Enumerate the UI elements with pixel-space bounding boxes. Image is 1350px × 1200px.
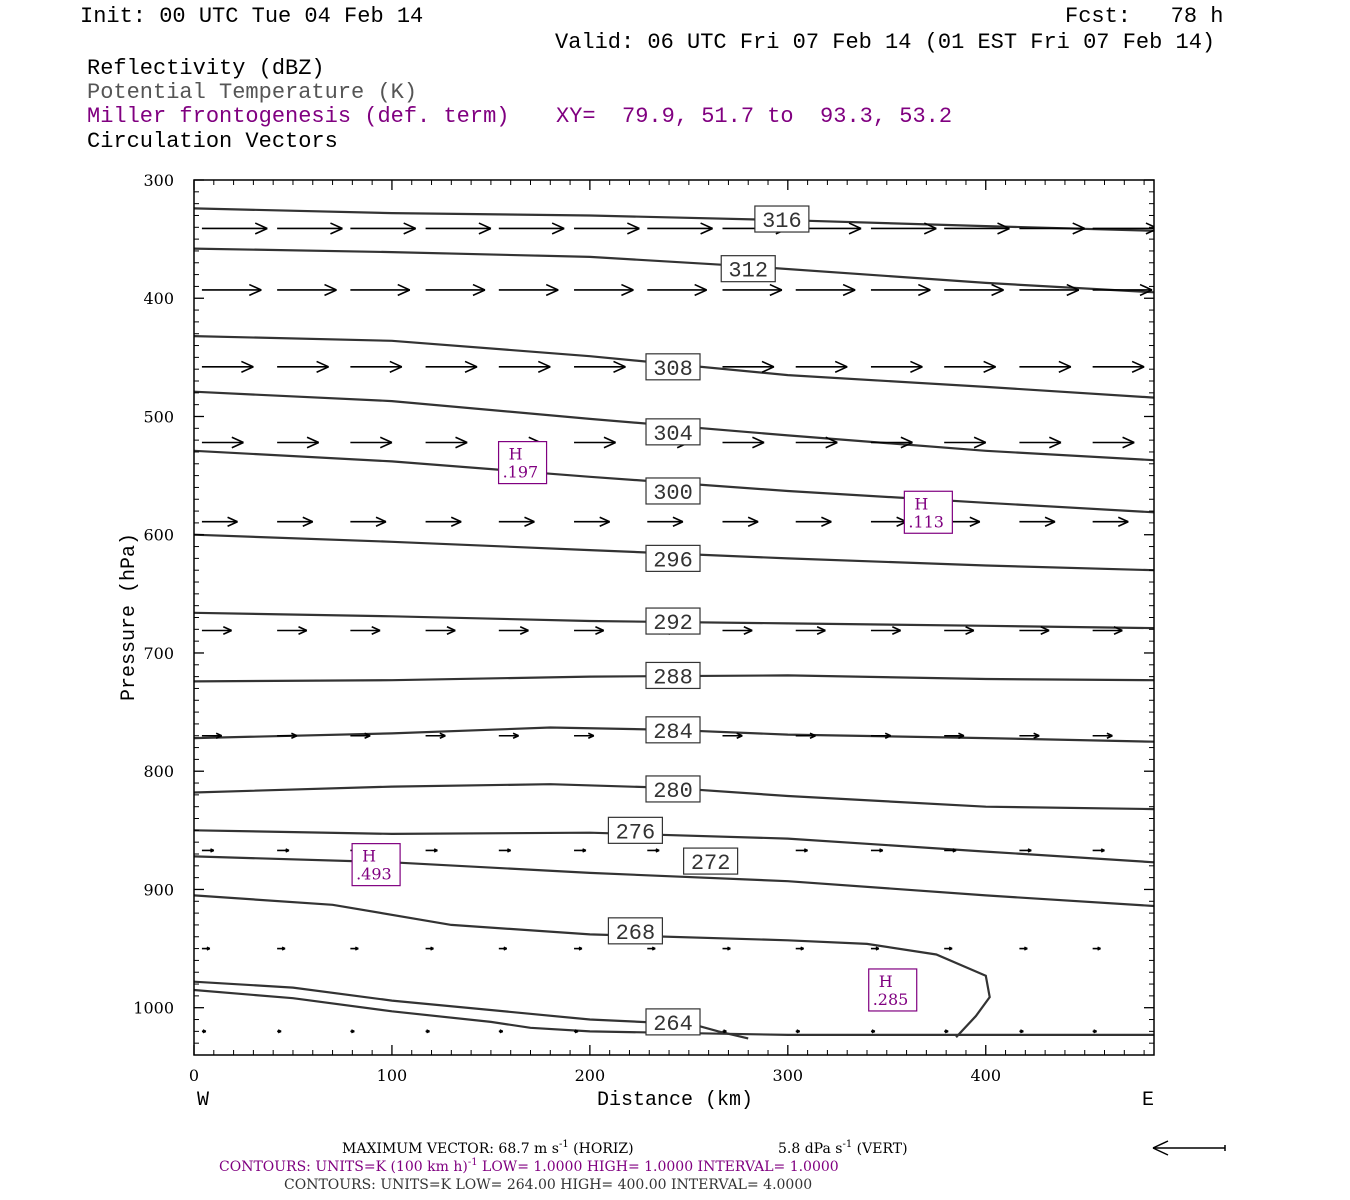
high-value: .197	[502, 462, 539, 482]
frontogenesis-high	[904, 491, 952, 533]
contours-frontogenesis-info: CONTOURS: UNITS=K (100 km h)$^{-1}$ LOW= 1.0000 HIGH= 1.0000 INTERVAL= 1.0000	[219, 1157, 839, 1175]
contour-label	[646, 1009, 700, 1037]
circulation-vector	[202, 947, 210, 950]
circulation-vector	[499, 223, 564, 234]
circulation-vector	[499, 947, 507, 950]
circulation-vector	[499, 361, 550, 372]
circulation-vector	[1019, 627, 1049, 634]
contour-label	[646, 419, 700, 447]
circulation-vector	[574, 849, 586, 852]
field-potential-temperature: Potential Temperature (K)	[87, 80, 418, 105]
frontogenesis-high	[352, 844, 400, 886]
circulation-vector	[426, 947, 434, 950]
x-tick-label: 100	[376, 1066, 408, 1085]
circulation-vector	[350, 947, 358, 950]
contour-label-text: 280	[653, 778, 693, 804]
circulation-vector	[796, 947, 804, 950]
cross-section-endpoints: XY= 79.9, 51.7 to 93.3, 53.2	[556, 104, 953, 129]
circulation-vector	[1019, 849, 1031, 852]
circulation-vector	[944, 627, 974, 634]
contour-label-text: 264	[653, 1011, 693, 1037]
forecast-hour: Fcst: 78 h	[1065, 4, 1224, 29]
circulation-vector	[202, 1030, 206, 1033]
circulation-vector	[1093, 517, 1129, 526]
contour-label-text: 268	[615, 920, 656, 946]
circulation-vector	[574, 947, 582, 950]
circulation-vector	[202, 517, 238, 526]
circulation-vector	[1093, 361, 1144, 372]
circulation-vector	[350, 1030, 354, 1033]
circulation-vector	[1093, 849, 1105, 852]
contour-label-text: 296	[653, 548, 693, 574]
y-tick-label: 700	[143, 643, 174, 663]
high-value: .285	[872, 989, 909, 1009]
circulation-vector	[202, 361, 253, 372]
footer	[219, 1139, 908, 1193]
circulation-vector	[574, 627, 604, 634]
contour-label	[646, 662, 700, 690]
axis-tick-labels	[133, 171, 1001, 1085]
circulation-vector	[202, 437, 244, 447]
high-letter: H	[508, 444, 523, 464]
circulation-vector	[871, 627, 901, 634]
contours-theta-info: CONTOURS: UNITS=K LOW= 264.00 HIGH= 400.00 INTERVAL= 4.0000	[284, 1177, 813, 1193]
circulation-vector	[944, 361, 995, 372]
contour-label	[646, 478, 700, 506]
y-tick-label: 400	[143, 289, 174, 309]
circulation-vector	[796, 849, 808, 852]
theta-contour-line	[194, 249, 1154, 293]
circulation-vector	[1093, 285, 1152, 296]
contour-label-text: 272	[690, 851, 731, 877]
y-tick-label: 900	[143, 880, 174, 900]
circulation-vector	[499, 733, 519, 738]
contour-label	[608, 918, 662, 946]
circulation-vector	[647, 849, 659, 852]
circulation-vector	[871, 733, 891, 738]
circulation-vector	[277, 285, 336, 296]
theta-contour-line	[194, 830, 1154, 862]
circulation-vector	[426, 285, 485, 296]
theta-contour-line	[194, 895, 990, 1037]
contour-label-text: 304	[653, 421, 693, 447]
circulation-vector	[871, 947, 879, 950]
circulation-vector	[426, 849, 438, 852]
circulation-vector	[574, 361, 625, 372]
circulation-vector	[426, 437, 468, 447]
circulation-vector	[1093, 947, 1101, 950]
circulation-vector	[1019, 517, 1055, 526]
circulation-vector	[796, 437, 838, 447]
circulation-vector	[796, 517, 832, 526]
circulation-vector	[426, 627, 456, 634]
high-letter: H	[878, 971, 893, 991]
circulation-vector	[722, 437, 764, 447]
circulation-vector	[574, 733, 594, 738]
circulation-vector	[1093, 1030, 1097, 1033]
max-vector-horizontal: MAXIMUM VECTOR: 68.7 m $s^{-1}$ (HORIZ)	[342, 1139, 634, 1157]
circulation-vector	[277, 1030, 281, 1033]
field-circulation-vectors: Circulation Vectors	[87, 129, 338, 154]
contour-label-text: 292	[653, 611, 693, 637]
circulation-vector	[574, 437, 616, 447]
x-tick-label: 300	[772, 1066, 804, 1085]
circulation-vector	[574, 285, 633, 296]
circulation-vector	[574, 223, 639, 234]
init-time: Init: 00 UTC Tue 04 Feb 14	[80, 4, 424, 29]
circulation-vector	[647, 947, 655, 950]
circulation-vector	[202, 223, 267, 234]
x-tick-label: 400	[970, 1066, 1002, 1085]
contour-label-text: 276	[615, 820, 656, 846]
circulation-vector	[796, 361, 847, 372]
circulation-vector	[277, 437, 319, 447]
circulation-vector	[499, 849, 511, 852]
circulation-vector	[871, 849, 883, 852]
circulation-vector	[277, 361, 328, 372]
circulation-vector	[426, 361, 477, 372]
circulation-vector	[871, 361, 922, 372]
circulation-vector	[277, 223, 342, 234]
high-value: .113	[908, 512, 944, 532]
east-label: E	[1141, 1089, 1155, 1112]
contour-label	[684, 848, 738, 876]
theta-contour-line	[194, 856, 1154, 906]
circulation-vector	[499, 285, 558, 296]
frontogenesis-high	[499, 442, 547, 484]
circulation-vector	[1019, 437, 1061, 447]
circulation-vector	[871, 285, 930, 296]
frontogenesis-high	[869, 969, 917, 1011]
circulation-vector	[350, 223, 415, 234]
circulation-vector	[796, 1030, 800, 1033]
contour-label-text: 288	[653, 665, 693, 691]
circulation-vector	[426, 223, 491, 234]
contour-label-text: 308	[653, 356, 693, 382]
circulation-vector	[574, 517, 610, 526]
circulation-vector	[1019, 1030, 1023, 1033]
contour-label-text: 300	[653, 480, 693, 506]
west-label: W	[196, 1089, 210, 1112]
valid-time: Valid: 06 UTC Fri 07 Feb 14 (01 EST Fri 07 Feb 14)	[555, 30, 1216, 55]
circulation-vector	[871, 437, 913, 447]
circulation-vector	[1019, 361, 1070, 372]
contour-label	[646, 776, 700, 804]
circulation-vector	[277, 517, 313, 526]
y-tick-label: 800	[143, 762, 174, 782]
circulation-vector	[1093, 437, 1135, 447]
circulation-vector	[426, 733, 446, 738]
y-axis-label: Pressure (hPa)	[118, 532, 141, 702]
circulation-vector	[722, 947, 730, 950]
circulation-vector	[426, 517, 462, 526]
reference-vector-arrow	[1153, 1141, 1225, 1155]
circulation-vector	[499, 627, 529, 634]
circulation-vector	[202, 285, 261, 296]
high-letter: H	[362, 846, 377, 866]
contour-label	[646, 545, 700, 573]
field-frontogenesis: Miller frontogenesis (def. term)	[87, 104, 510, 129]
max-vector-vertical: 5.8 dPa $s^{-1}$ (VERT)	[778, 1139, 908, 1157]
circulation-vector	[202, 849, 214, 852]
circulation-vector	[1019, 947, 1027, 950]
contour-label	[721, 256, 775, 284]
contour-label-text: 312	[728, 258, 769, 284]
x-tick-label: 200	[574, 1066, 606, 1085]
circulation-vector	[350, 361, 401, 372]
circulation-vector	[647, 223, 712, 234]
y-tick-label: 300	[143, 171, 174, 190]
contour-label	[646, 354, 700, 382]
circulation-vector	[350, 437, 392, 447]
high-value: .493	[356, 864, 392, 884]
contour-label	[646, 608, 700, 636]
circulation-vector	[647, 517, 683, 526]
circulation-vector	[499, 1030, 503, 1033]
circulation-vector	[1093, 733, 1113, 738]
high-letter: H	[914, 494, 929, 514]
circulation-vector	[426, 1030, 430, 1033]
contour-label	[646, 717, 700, 745]
circulation-vector	[350, 517, 386, 526]
circulation-vector	[796, 627, 826, 634]
circulation-vector	[277, 627, 307, 634]
circulation-vector	[944, 947, 952, 950]
y-tick-label: 500	[143, 407, 174, 427]
circulation-vector	[871, 517, 907, 526]
circulation-vector	[350, 285, 409, 296]
x-axis-label: Distance (km)	[596, 1089, 754, 1112]
contour-label	[755, 206, 809, 234]
circulation-vector	[722, 733, 742, 738]
x-tick-label: 0	[188, 1066, 200, 1085]
circulation-vector	[277, 733, 297, 738]
y-tick-label: 1000	[133, 998, 174, 1018]
circulation-vector	[871, 1030, 875, 1033]
circulation-vector	[1093, 223, 1158, 234]
circulation-vector	[647, 285, 706, 296]
contour-label	[608, 817, 662, 845]
circulation-vector	[350, 627, 380, 634]
circulation-vector	[1019, 223, 1084, 234]
circulation-vector	[944, 437, 986, 447]
circulation-vector	[202, 627, 232, 634]
circulation-vector	[277, 849, 289, 852]
circulation-vector	[722, 285, 781, 296]
contour-label-text: 316	[762, 209, 802, 235]
circulation-vector	[722, 517, 758, 526]
circulation-vector	[722, 627, 752, 634]
theta-contour-line	[194, 208, 1154, 230]
y-tick-label: 600	[143, 525, 174, 545]
circulation-vector	[499, 517, 535, 526]
contour-label-text: 284	[653, 719, 693, 745]
circulation-vector	[1019, 733, 1039, 738]
circulation-vector	[944, 1030, 948, 1033]
field-reflectivity: Reflectivity (dBZ)	[87, 56, 325, 81]
circulation-vector	[277, 947, 285, 950]
circulation-vector	[944, 285, 1003, 296]
circulation-vector	[796, 285, 855, 296]
